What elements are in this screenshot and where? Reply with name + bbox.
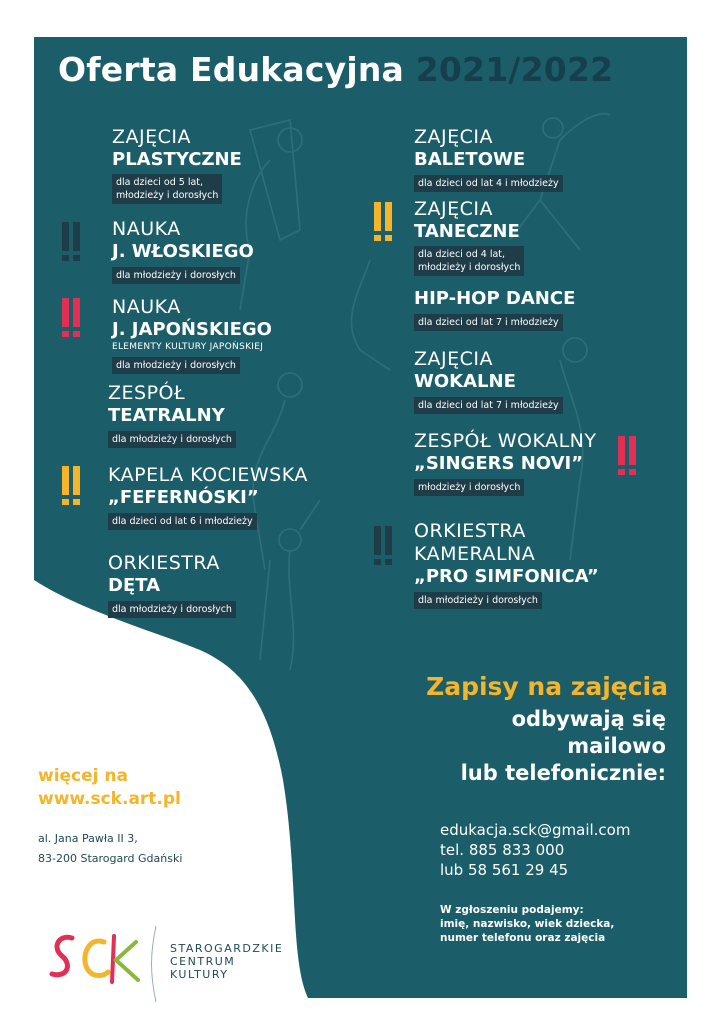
logo-divider: [150, 924, 160, 1004]
course-line2: PLASTYCZNE: [112, 149, 242, 170]
contact-block: [440, 820, 630, 880]
address: [38, 829, 182, 869]
course-tag: dla dzieci od lat 4 i młodzieży: [414, 175, 563, 192]
signup-line3: lub telefonicznie:: [460, 761, 666, 785]
org-line1: STAROGARDZKIE: [170, 942, 284, 955]
course-plastyczne: [112, 126, 242, 204]
course-line1: NAUKA: [112, 296, 181, 318]
course-line2: TANECZNE: [414, 221, 520, 242]
course-line1: ORKIESTRA: [108, 552, 220, 574]
signup-text: [461, 706, 666, 787]
contact-phone2[interactable]: lub 58 561 29 45: [440, 861, 569, 879]
course-line2: HIP-HOP DANCE: [414, 288, 576, 309]
signup-line1: odbywają się: [511, 707, 666, 731]
course-tag: dla dzieci od lat 6 i młodzieży: [108, 513, 257, 530]
contact-phone1[interactable]: tel. 885 833 000: [440, 841, 565, 859]
course-line1: NAUKA: [112, 218, 181, 240]
course-line2: J. WŁOSKIEGO: [112, 241, 254, 262]
title-main: Oferta Edukacyjna: [58, 50, 405, 89]
course-line1: ZESPÓŁ: [108, 382, 186, 404]
course-line1: KAPELA KOCIEWSKA: [108, 464, 308, 486]
page-title: [58, 50, 613, 89]
course-tag: młodzieży i dorosłych: [414, 479, 524, 496]
course-line2: WOKALNE: [414, 371, 516, 392]
course-line2: „PRO SIMFONICA”: [414, 566, 599, 587]
course-line1: ZAJĘCIA: [414, 198, 493, 220]
course-line3: ELEMENTY KULTURY JAPOŃSKIEJ: [112, 342, 264, 352]
course-tag: dla młodzieży i dorosłych: [414, 592, 542, 609]
org-line2: CENTRUM: [170, 955, 236, 968]
signup-line2: mailowo: [567, 734, 666, 758]
course-line1: ZAJĘCIA: [414, 126, 493, 148]
course-line2: TEATRALNY: [108, 405, 225, 426]
course-japonski: [112, 296, 272, 374]
course-pro-simfonica: [414, 520, 599, 609]
course-line2: „SINGERS NOVI”: [414, 453, 584, 474]
organization-name: [170, 942, 283, 981]
website-link[interactable]: www.sck.art.pl: [38, 789, 181, 809]
signup-note: [440, 903, 614, 945]
course-tag: dla młodzieży i dorosłych: [108, 431, 236, 448]
course-tag: dla młodzieży i dorosłych: [108, 601, 236, 618]
course-tag: dla dzieci od lat 7 i młodzieży: [414, 314, 563, 331]
address-line1: al. Jana Pawła II 3,: [38, 832, 138, 845]
course-hiphop: [414, 288, 575, 331]
more-info: [38, 765, 181, 811]
course-singers-novi: [414, 430, 596, 496]
course-line1b: KAMERALNA: [414, 543, 536, 565]
course-wokalne: [414, 348, 563, 414]
course-tag: dla dzieci od 5 lat, młodzieży i dorosłych: [112, 174, 222, 204]
course-wloski: [112, 218, 254, 284]
course-tag: dla dzieci od 4 lat, młodzieży i dorosłych: [414, 246, 524, 276]
title-year: 2021/2022: [415, 50, 614, 89]
course-deta: [108, 552, 236, 618]
course-tag: dla dzieci od lat 7 i młodzieży: [414, 397, 563, 414]
address-line2: 83-200 Starogard Gdański: [38, 852, 183, 865]
course-line2: DĘTA: [108, 575, 161, 596]
note-line3: numer telefonu oraz zajęcia: [440, 932, 606, 944]
course-line1: ZESPÓŁ WOKALNY: [414, 430, 597, 452]
course-tag: dla młodzieży i dorosłych: [112, 267, 240, 284]
signup-headline: Zapisy na zajęcia: [426, 672, 668, 701]
course-line2: J. JAPOŃSKIEGO: [112, 319, 272, 340]
course-line1: ORKIESTRA: [414, 520, 526, 542]
note-line2: imię, nazwisko, wiek dziecka,: [440, 918, 615, 930]
sck-logo-icon: [44, 928, 144, 990]
course-teatralny: [108, 382, 236, 448]
note-line1: W zgłoszeniu podajemy:: [440, 904, 584, 916]
course-taneczne: [414, 198, 524, 276]
org-line3: KULTURY: [170, 968, 229, 981]
course-line2: „FEFERNÓSKI”: [108, 487, 259, 508]
course-line1: ZAJĘCIA: [112, 126, 191, 148]
course-line1: ZAJĘCIA: [414, 348, 493, 370]
contact-email[interactable]: edukacja.sck@gmail.com: [440, 821, 631, 839]
more-line1: więcej na: [38, 766, 128, 786]
course-baletowe: [414, 126, 563, 192]
course-tag: dla młodzieży i dorosłych: [112, 357, 240, 374]
course-fefernoski: [108, 464, 308, 530]
course-line2: BALETOWE: [414, 149, 526, 170]
